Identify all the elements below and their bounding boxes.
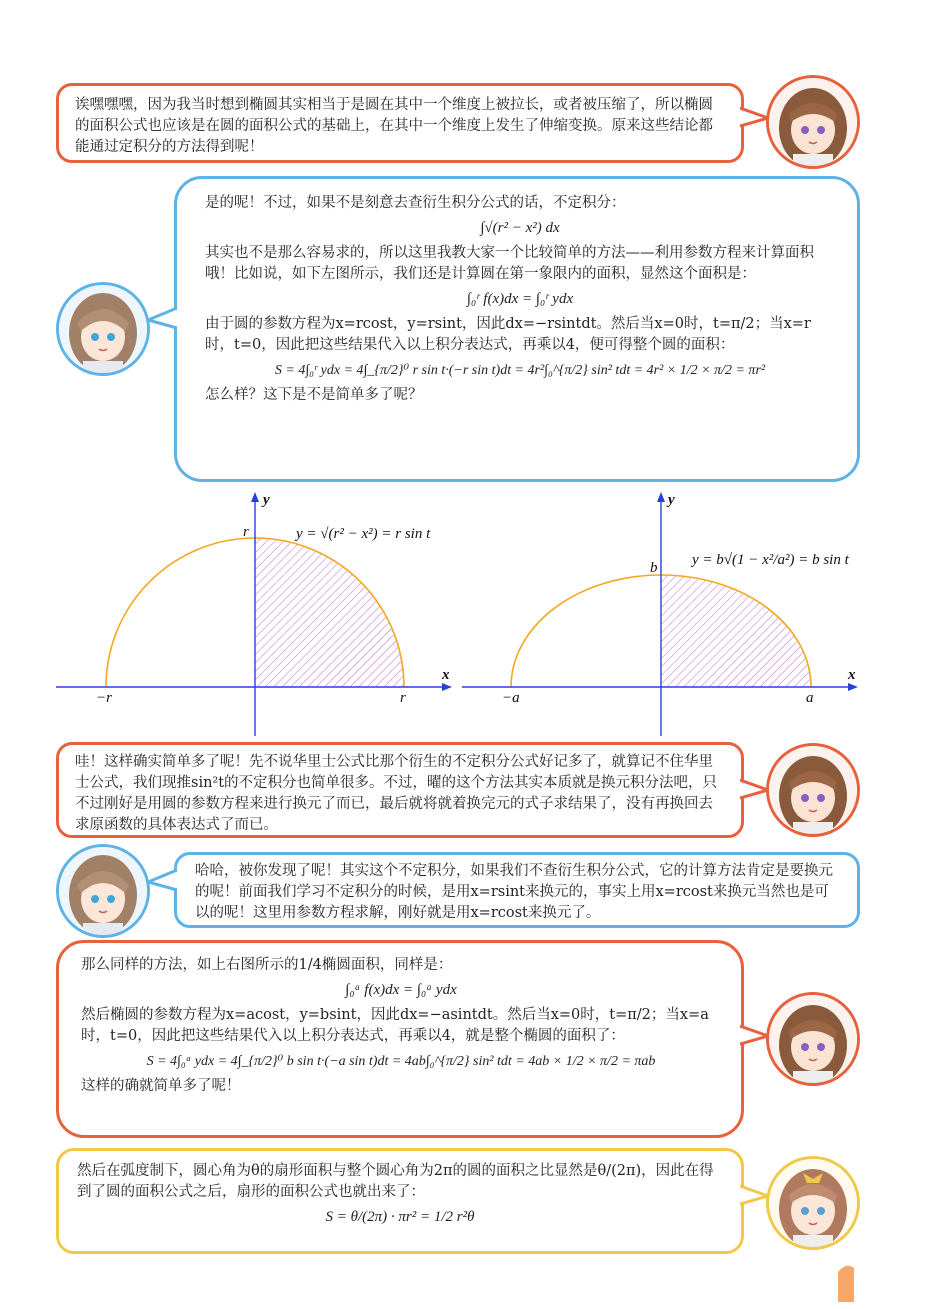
ellipse-curve-label: y = b√(1 − x²/a²) = b sin t: [692, 552, 849, 568]
tick-neg-r: −r: [96, 690, 112, 706]
circle-quarter-shaded-region: [255, 538, 404, 687]
bubble-5-line1: 那么同样的方法，如上右图所示的1/4椭圆面积，同样是：: [81, 957, 453, 973]
bubble-2-line1: 是的呢！不过，如果不是刻意去查衍生积分公式的话，不定积分：: [205, 195, 626, 211]
tick-y-b: b: [650, 560, 658, 576]
avatar-girl-pink: [766, 1156, 860, 1250]
speech-bubble-2: [174, 176, 860, 482]
tick-pos-r: r: [400, 690, 406, 706]
avatar-girl-ash-1: [56, 282, 150, 376]
tick-neg-a: −a: [502, 690, 520, 706]
bubble-4-tail: [146, 868, 178, 894]
ellipse-area-chart: [460, 486, 870, 742]
bubble-5-line2: 然后椭圆的参数方程为x=acost，y=bsint，因此dx=−asintdt。然后当x=0时，t=π/2；当x=a时，t=0，因此把这些结果代入以上积分表达式，再乘以4，就是整个椭圆的面积了：: [81, 1007, 709, 1044]
bubble-2-tail: [146, 306, 178, 332]
bubble-2-line2: 其实也不是那么容易求的，所以这里我教大家一个比较简单的方法——利用参数方程来计算面积哦！比如说，如下左图所示，我们还是计算圆在第一象限内的面积，显然这个面积是：: [205, 245, 814, 282]
formula-circle-area: S = 4∫₀ʳ ydx = 4∫_{π/2}⁰ r sin t·(−r sin t)dt = 4r²∫₀^{π/2} sin² tdt = 4r² × 1/2 × π/2 = πr²: [274, 363, 766, 378]
formula-sqrt-integral: ∫√(r² − x²) dx: [480, 220, 560, 236]
avatar-girl-ash-2: [56, 844, 150, 938]
bubble-5-line3: 这样的确就简单多了呢！: [81, 1078, 241, 1094]
ellipse-quarter-shaded-region: [661, 575, 811, 687]
formula-quarter-area: ∫₀ʳ f(x)dx = ∫₀ʳ ydx: [466, 291, 574, 307]
tick-pos-a: a: [806, 690, 814, 706]
y-axis-label-left: y: [263, 492, 270, 508]
tick-y-r: r: [243, 524, 249, 540]
x-axis-label-left: x: [442, 667, 450, 683]
page-corner-decoration: [834, 1262, 858, 1302]
speech-bubble-3: [56, 742, 744, 838]
x-axis-label-right: x: [848, 667, 856, 683]
formula-quarter-ellipse: ∫₀ᵃ f(x)dx = ∫₀ᵃ ydx: [345, 982, 457, 998]
bubble-1-text: 诶嘿嘿嘿，因为我当时想到椭圆其实相当于是圆在其中一个维度上被拉长，或者被压缩了，所以椭圆的面积公式也应该是在圆的面积公式的基础上，在其中一个维度上发生了伸缩变换。原来这些结论都能通过定积分的方法得到呢！: [75, 97, 713, 155]
bubble-6-line1: 然后在弧度制下，圆心角为θ的扇形面积与整个圆心角为2π的圆的面积之比显然是θ/(2π)，因此在得到了圆的面积公式之后，扇形的面积公式也就出来了：: [77, 1163, 714, 1200]
bubble-2-line3: 由于圆的参数方程为x=rcost，y=rsint，因此dx=−rsintdt。然后当x=0时，t=π/2；当x=r时，t=0，因此把这些结果代入以上积分表达式，再乘以4，便可得整个圆的面积：: [205, 316, 811, 353]
speech-bubble-1: [56, 83, 744, 163]
speech-bubble-5: [56, 940, 744, 1138]
formula-ellipse-area: S = 4∫₀ᵃ ydx = 4∫_{π/2}⁰ b sin t·(−a sin t)dt = 4ab∫₀^{π/2} sin² tdt = 4ab × 1/2 × π/2 = πab: [146, 1054, 656, 1069]
circle-area-chart: [50, 486, 460, 742]
avatar-girl-brown-3: [766, 992, 860, 1086]
y-axis-label-right: y: [668, 492, 675, 508]
speech-bubble-6: [56, 1148, 744, 1254]
avatar-girl-brown-1: [766, 75, 860, 169]
bubble-4-text: 哈哈，被你发现了呢！其实这个不定积分，如果我们不查衍生积分公式，它的计算方法肯定是要换元的呢！前面我们学习不定积分的时候，是用x=rsint来换元的，事实上用x=rcost来换元当然也是可以的呢！这里用参数方程求解，刚好就是用x=rcost来换元了。: [195, 863, 833, 921]
avatar-girl-brown-2: [766, 743, 860, 837]
bubble-3-text: 哇！这样确实简单多了呢！先不说华里士公式比那个衍生的不定积分公式好记多了，就算记不住华里士公式，我们现推sin²t的不定积分也简单很多。不过，曜的这个方法其实本质就是换元积分法吧，只不过刚好是用圆的参数方程来进行换元了而已，最后就将就着换完元的式子求结果了，没有再换回去求原函数的具体表达式了而已。: [75, 754, 718, 833]
speech-bubble-4: [174, 852, 860, 928]
circle-curve-label: y = √(r² − x²) = r sin t: [296, 526, 431, 542]
formula-sector-area: S = θ/(2π) · πr² = 1/2 r²θ: [325, 1209, 475, 1225]
bubble-2-line4: 怎么样？这下是不是简单多了呢？: [205, 387, 423, 403]
